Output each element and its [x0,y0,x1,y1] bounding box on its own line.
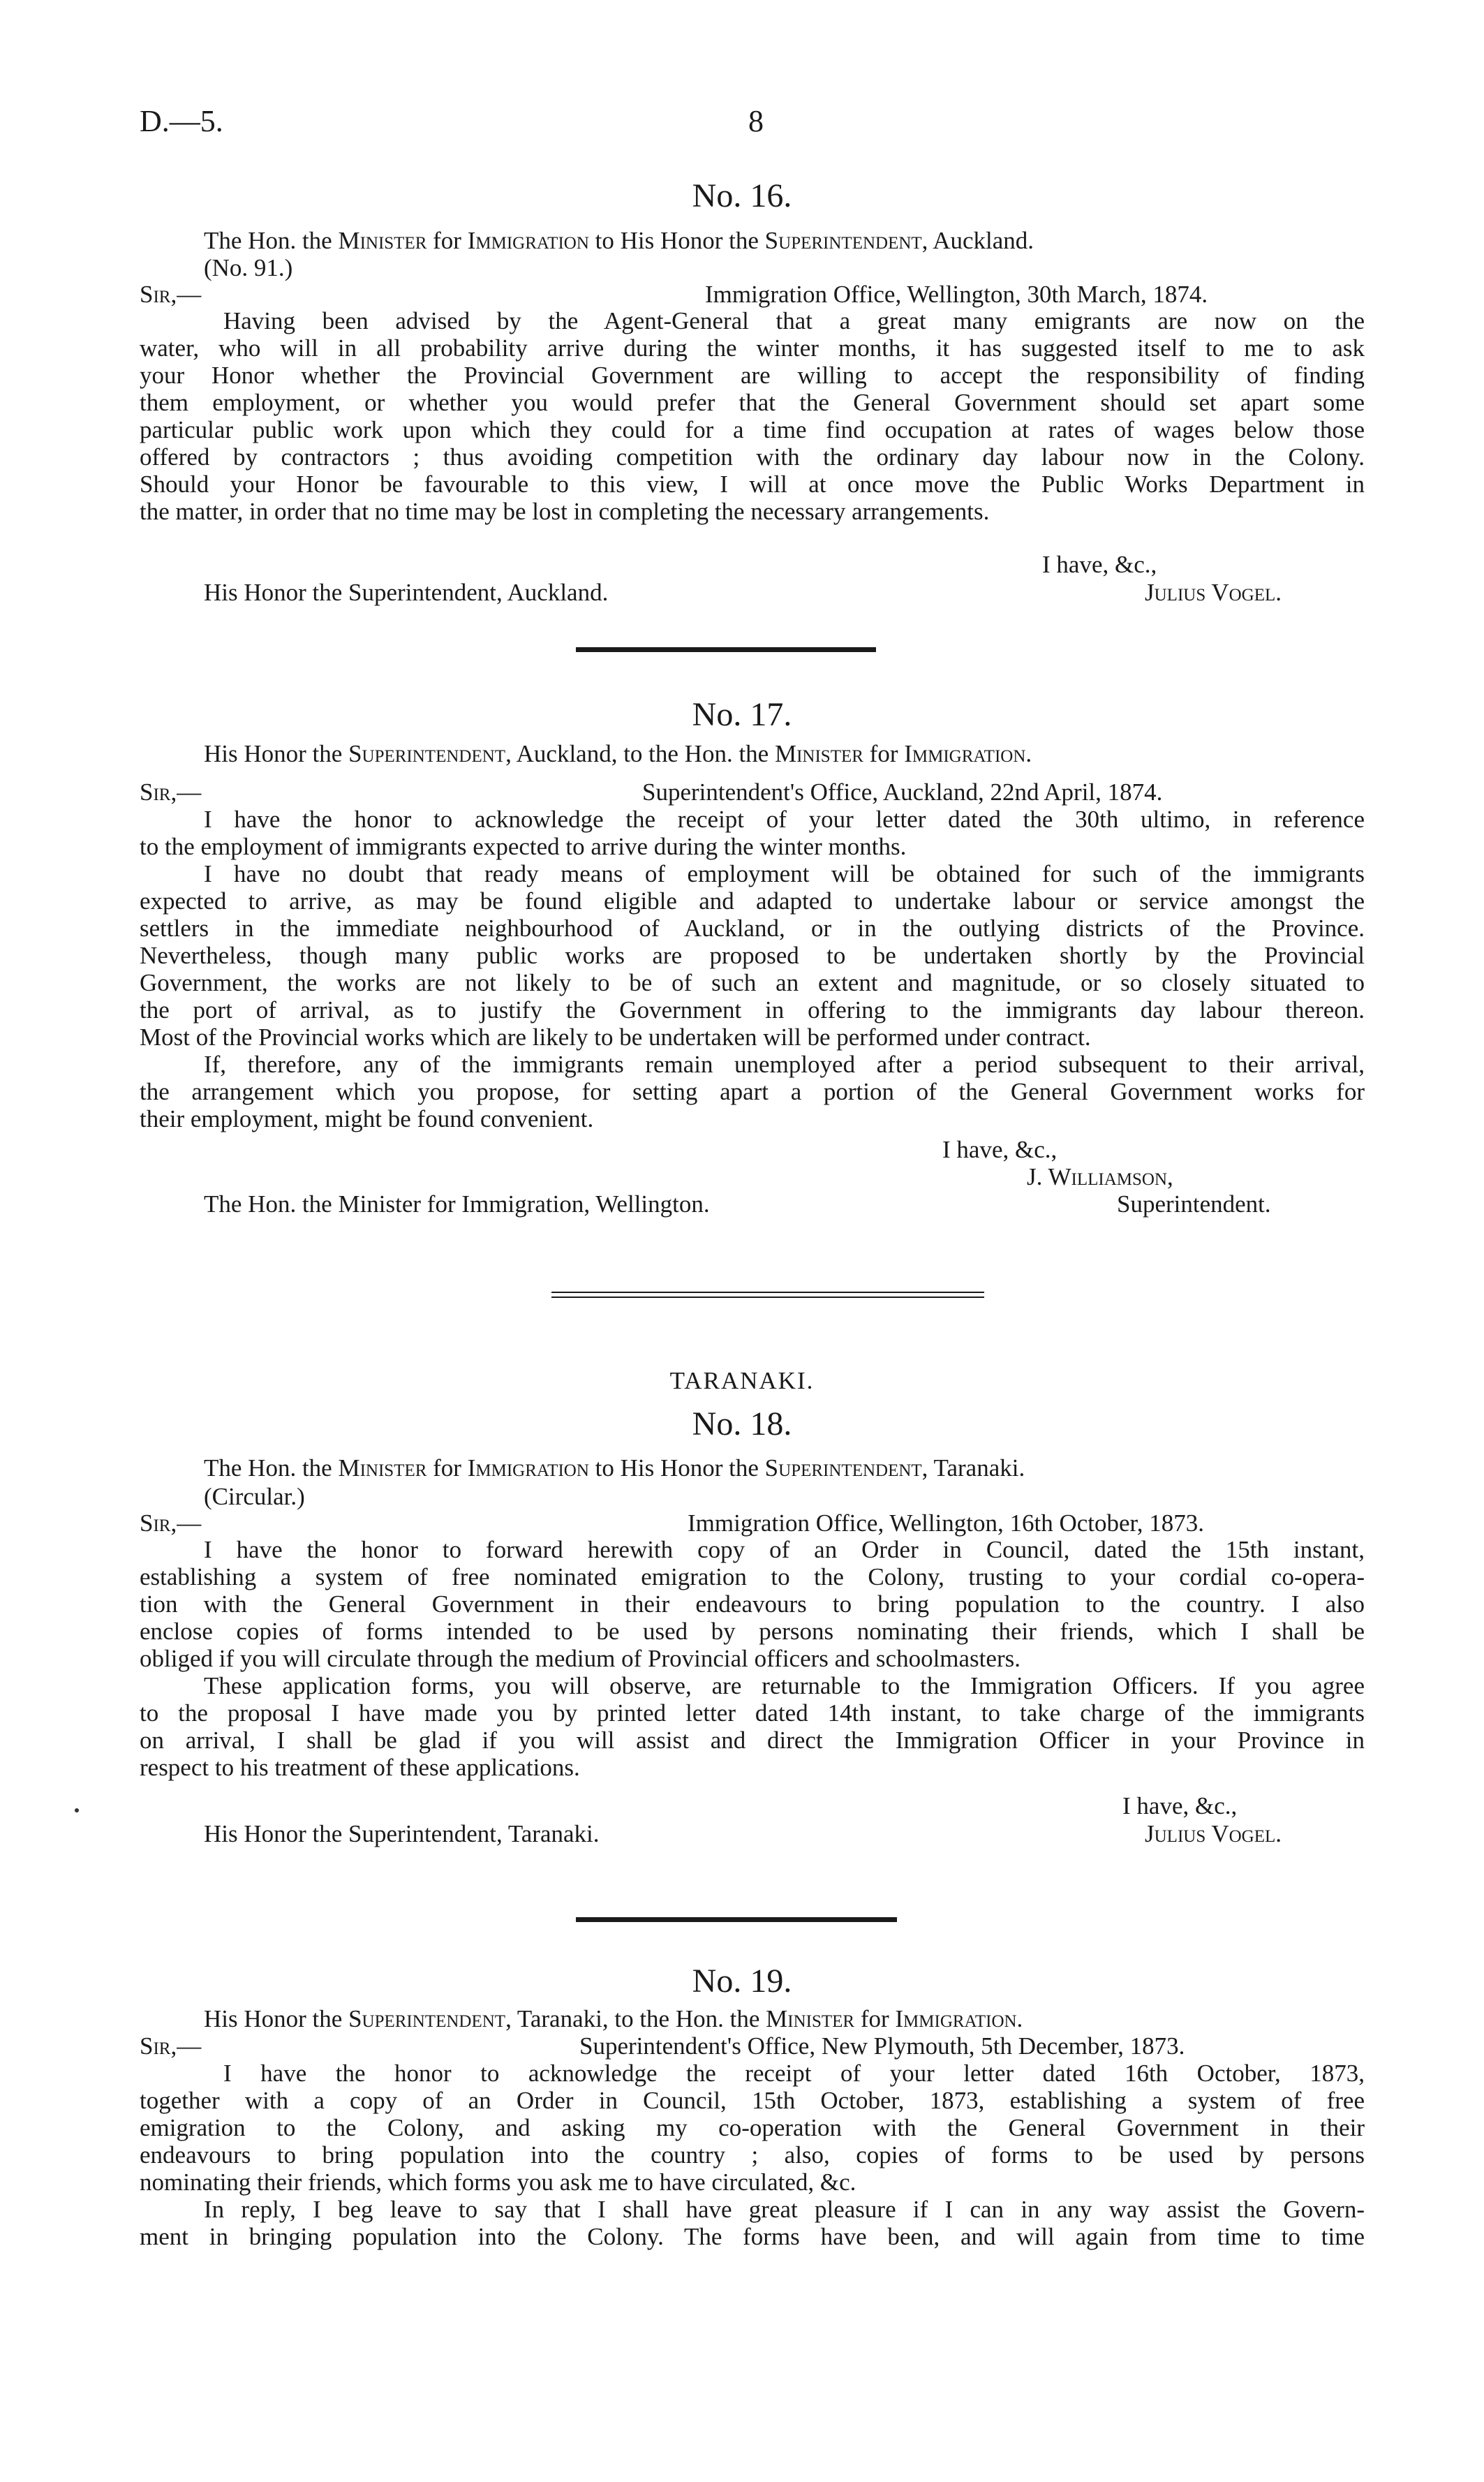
letter-17-salutation: Sir,— [140,778,202,806]
document-reference: D.—5. [140,104,223,138]
letter-16-dateline: Immigration Office, Wellington, 30th March, 1874. [705,281,1208,308]
section-title-taranaki: TARANAKI. [669,1367,815,1394]
letter-19-dateline: Superintendent's Office, New Plymouth, 5th December, 1873. [579,2032,1185,2060]
letter-19-body: I have the honor to acknowledge the receipt of your letter dated 16th October, 1873, together with a copy of an Order in Council, 15th October, 1873, establishing a system of free emigration to the Colony, and asking my co-operation with the General Government in their endeavours to bring population into the country ; also, copies of forms to be used by persons nominating their friends, which forms you ask me to have circulated, &c. In reply, I beg leave to say that I shall have great pleasure if I can in any way assist the Govern- ment in bringing population into the Colony. The forms have been, and will again from time to time [140,2060,1365,2250]
letter-17-signature: J. Williamson, [1027,1163,1173,1190]
letter-16-address: The Hon. the Minister for Immigration to His Honor the Superintendent, Auckland. [204,227,1034,254]
letter-17-dateline: Superintendent's Office, Auckland, 22nd April, 1874. [642,778,1163,806]
letter-18-dateline: Immigration Office, Wellington, 16th October, 1873. [688,1509,1205,1537]
double-rule-bottom [551,1297,984,1298]
letter-16-recipient: His Honor the Superintendent, Auckland. [204,579,609,606]
letter-18-salutation: Sir,— [140,1509,202,1537]
section-divider [576,1917,897,1922]
letter-17-signature-title: Superintendent. [1117,1190,1271,1218]
page-number: 8 [748,104,764,138]
letter-number-16: No. 16. [692,177,792,214]
letter-19-address: His Honor the Superintendent, Taranaki, to the Hon. the Minister for Immigration. [204,2005,1023,2032]
double-rule-top [551,1292,984,1293]
letter-17-closing: I have, &c., [942,1136,1058,1163]
letter-18-recipient: His Honor the Superintendent, Taranaki. [204,1820,600,1847]
letter-17-body: I have the honor to acknowledge the receipt of your letter dated the 30th ultimo, in reference to the employment of immigrants expected to arrive during the winter months. I have no doubt that ready means of employment will be obtained for such of the immigrants expected to arrive, as may be found eligible and adapted to undertake labour or service amongst the settlers in the immediate neighbourhood of Auckland, or in the outlying districts of the Province. Nevertheless, though many public works are proposed to be undertaken shortly by the Provincial Government, the works are not likely to be of such an extent and magnitude, or so closely situated to the port of arrival, as to justify the Government in offering to the immigrants day labour thereon. Most of the Provincial works which are likely to be undertaken will be performed under contract. If, therefore, any of the immigrants remain unemployed after a period subsequent to their arrival, the arrangement which you propose, for setting apart a portion of the General Government works for their employment, might be found convenient. [140,806,1365,1132]
letter-16-closing: I have, &c., [1042,551,1157,578]
letter-number-17: No. 17. [692,696,792,733]
letter-18-ref-note: (Circular.) [204,1483,305,1510]
letter-17-address: His Honor the Superintendent, Auckland, to the Hon. the Minister for Immigration. [204,740,1032,767]
letter-16-ref-note: (No. 91.) [204,254,293,281]
section-divider [576,647,876,652]
letter-18-signature: Julius Vogel. [1145,1820,1282,1847]
letter-number-19: No. 19. [692,1963,792,2000]
letter-18-address: The Hon. the Minister for Immigration to His Honor the Superintendent, Taranaki. [204,1454,1025,1482]
letter-17-recipient: The Hon. the Minister for Immigration, Wellington. [204,1190,710,1218]
letter-18-closing: I have, &c., [1122,1792,1238,1819]
letter-16-signature: Julius Vogel. [1145,579,1282,606]
letter-16-body: Having been advised by the Agent-General that a great many emigrants are now on the water, who will in all probability arrive during the winter months, it has suggested itself to me to ask your Honor whether the Provincial Government are willing to accept the responsibility of finding them employment, or whether you would prefer that the General Government should set apart some particular public work upon which they could for a time find occupation at rates of wages below those offered by contractors ; thus avoiding competition with the ordinary day labour now in the Colony. Should your Honor be favourable to this view, I will at once move the Public Works Department in the matter, in order that no time may be lost in completing the necessary arrangements. [140,307,1365,525]
letter-number-18: No. 18. [692,1405,792,1442]
margin-mark [75,1808,79,1812]
letter-19-salutation: Sir,— [140,2032,202,2060]
letter-18-body: I have the honor to forward herewith copy of an Order in Council, dated the 15th instant, establishing a system of free nominated emigration to the Colony, trusting to your cordial co-opera- tion with the General Government in their endeavours to bring population to the country. I also enclose copies of forms intended to be used by persons nominating their friends, which I shall be obliged if you will circulate through the medium of Provincial officers and schoolmasters. These application forms, you will observe, are returnable to the Immigration Officers. If you agree to the proposal I have made you by printed letter dated 14th instant, to take charge of the immigrants on arrival, I shall be glad if you will assist and direct the Immigration Officer in your Province in respect to his treatment of these applications. [140,1536,1365,1781]
letter-16-salutation: Sir,— [140,281,202,308]
